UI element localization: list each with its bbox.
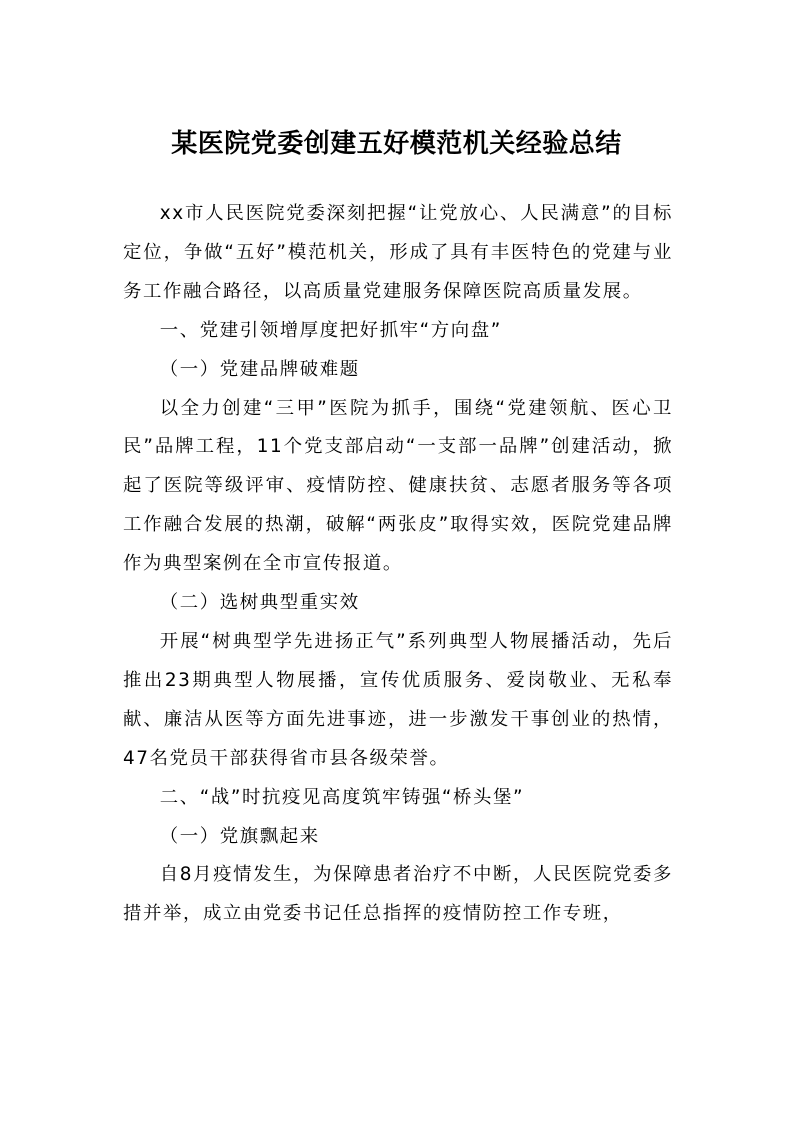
subsection-heading-1-2: （二）选树典型重实效 — [159, 592, 360, 614]
section-heading-2: 二、“战”时抗疫见高度筑牢铸强“桥头堡” — [159, 786, 525, 808]
subsection-heading-2-1: （一）党旗飘起来 — [159, 825, 320, 847]
document-title: 某医院党委创建五好模范机关经验总结 — [171, 129, 622, 159]
paragraph-2-1: 自8月疫情发生，为保障患者治疗不中断，人民医院党委多措并举，成立由党委书记任总指挥的疫情防控工作专班， — [123, 864, 673, 925]
document-body — [123, 195, 673, 934]
paragraph-1-1: 以全力创建“三甲”医院为抓手，围绕“党建领航、医心卫民”品牌工程，11个党支部启动“一支部一品牌”创建活动，掀起了医院等级评审、疫情防控、健康扶贫、志愿者服务等各项工作融合发展的热潮，破解“两张皮”取得实效，医院党建品牌作为典型案例在全市宣传报道。 — [123, 397, 673, 575]
intro-paragraph: xx市人民医院党委深刻把握“让党放心、人民满意”的目标定位，争做“五好”模范机关，形成了具有丰医特色的党建与业务工作融合路径，以高质量党建服务保障医院高质量发展。 — [123, 203, 673, 302]
subsection-heading-1-1: （一）党建品牌破难题 — [159, 358, 360, 380]
section-heading-1: 一、党建引领增厚度把好抓牢“方向盘” — [159, 319, 502, 341]
paragraph-1-2: 开展“树典型学先进扬正气”系列典型人物展播活动，先后推出23期典型人物展播，宣传优质服务、爱岗敬业、无私奉献、廉洁从医等方面先进事迹，进一步激发干事创业的热情，47名党员干部获得省市县各级荣誉。 — [123, 630, 673, 769]
